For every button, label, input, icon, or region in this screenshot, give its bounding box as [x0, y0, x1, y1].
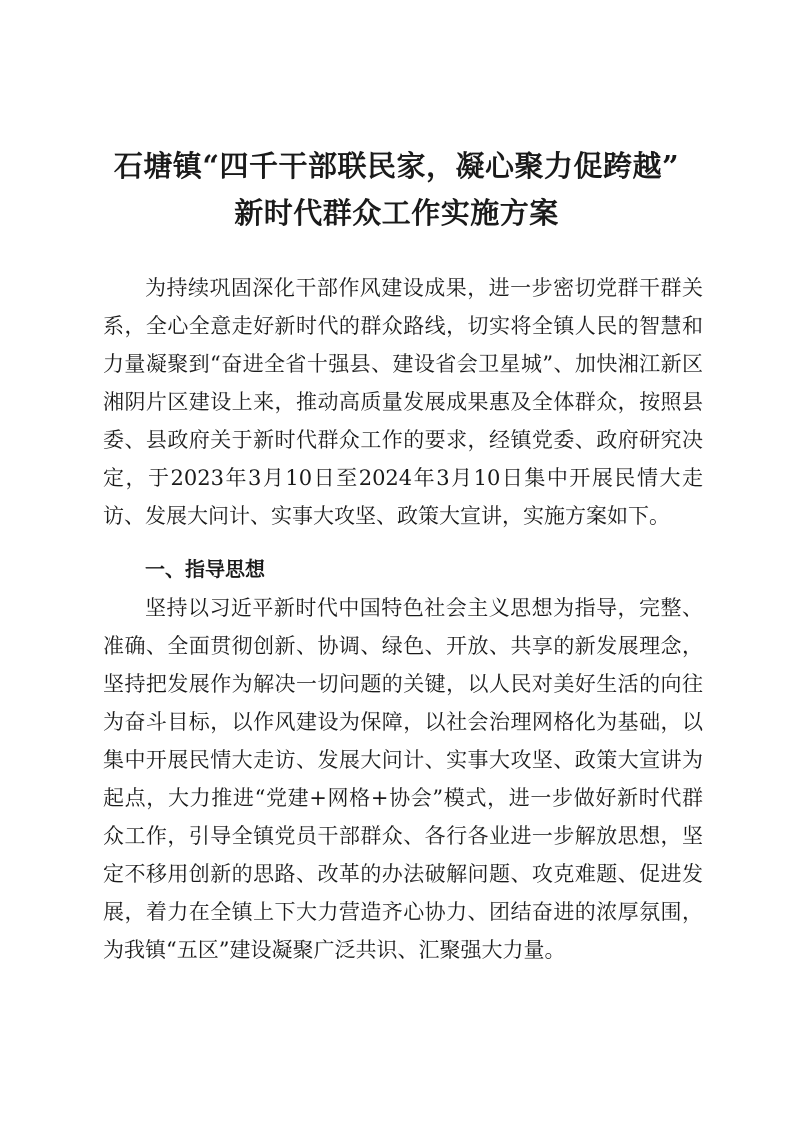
section-heading-guiding-ideology: 一、指导思想 — [145, 557, 265, 581]
document-title-line-2: 新时代群众工作实施方案 — [234, 196, 559, 230]
document-title-line-1: 石塘镇“四千干部联民家，凝心聚力促跨越” — [113, 149, 680, 183]
intro-paragraph: 为持续巩固深化干部作风建设成果，进一步密切党群干群关系，全心全意走好新时代的群众路线，切实将全镇人民的智慧和力量凝聚到“奋进全省十强县、建设省会卫星城”、加快湘江新区湘阴片区建设上来，推动高质量发展成果惠及全体群众，按照县委、县政府关于新时代群众工作的要求，经镇党委、政府研究决定，于2023年3月10日至2024年3月10日集中开展民情大走访、发展大问计、实事大攻坚、政策大宣讲，实施方案如下。 — [103, 276, 703, 528]
guiding-ideology-paragraph: 坚持以习近平新时代中国特色社会主义思想为指导，完整、准确、全面贯彻创新、协调、绿色、开放、共享的新发展理念，坚持把发展作为解决一切问题的关键，以人民对美好生活的向往为奋斗目标，以作风建设为保障，以社会治理网格化为基础，以集中开展民情大走访、发展大问计、实事大攻坚、政策大宣讲为起点，大力推进“党建+网格+协会”模式，进一步做好新时代群众工作，引导全镇党员干部群众、各行各业进一步解放思想，坚定不移用创新的思路、改革的办法破解问题、攻克难题、促进发展，着力在全镇上下大力营造齐心协力、团结奋进的浓厚氛围，为我镇“五区”建设凝聚广泛共识、汇聚强大力量。 — [103, 596, 703, 962]
